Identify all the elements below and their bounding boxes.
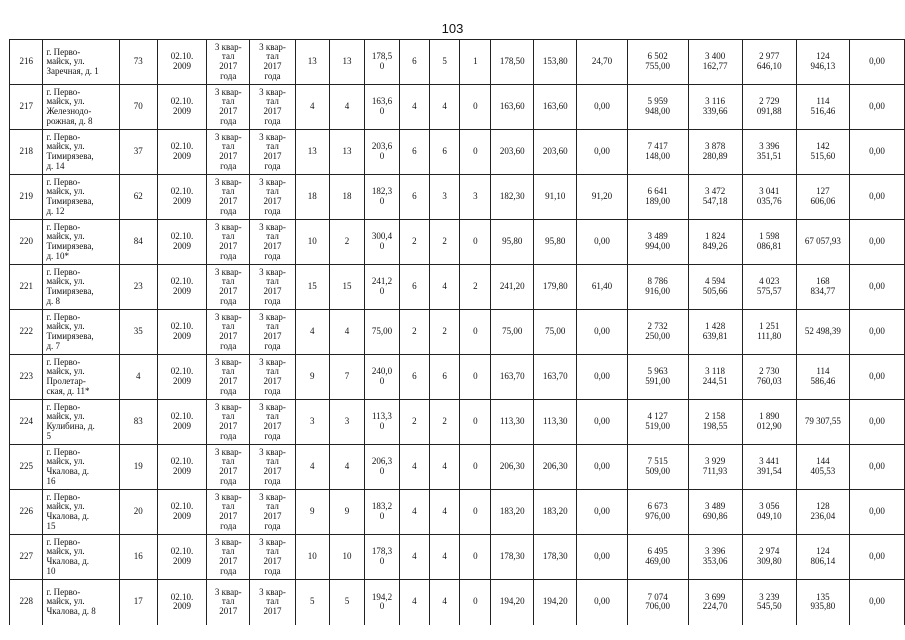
cell-date: 02.10. 2009 bbox=[157, 355, 206, 400]
cell-area: 178,5 0 bbox=[365, 40, 400, 85]
cell-amount: 142 515,60 bbox=[796, 130, 849, 175]
cell-amount: 0,00 bbox=[849, 355, 904, 400]
cell-value: 2 bbox=[399, 220, 429, 265]
cell-value: 15 bbox=[295, 265, 329, 310]
cell-amount: 0,00 bbox=[849, 40, 904, 85]
cell-value: 13 bbox=[329, 130, 364, 175]
cell-value: 4 bbox=[295, 445, 329, 490]
cell-date: 02.10. 2009 bbox=[157, 85, 206, 130]
cell-value: 4 bbox=[399, 85, 429, 130]
cell-address: г. Перво- майск, ул. Заречная, д. 1 bbox=[43, 40, 119, 85]
cell-amount: 6 495 469,00 bbox=[627, 535, 688, 580]
cell-amount: 0,00 bbox=[849, 400, 904, 445]
cell-area: 178,3 0 bbox=[365, 535, 400, 580]
cell-value: 178,30 bbox=[491, 535, 534, 580]
cell-date: 02.10. 2009 bbox=[157, 310, 206, 355]
cell-value: 20 bbox=[119, 490, 157, 535]
cell-date: 02.10. 2009 bbox=[157, 130, 206, 175]
cell-amount: 0,00 bbox=[849, 490, 904, 535]
cell-quarter: 3 квар- тал 2017 года bbox=[207, 130, 250, 175]
cell-value: 15 bbox=[329, 265, 364, 310]
cell-quarter: 3 квар- тал 2017 года bbox=[207, 175, 250, 220]
cell-quarter: 3 квар- тал 2017 года bbox=[250, 490, 295, 535]
cell-area: 113,3 0 bbox=[365, 400, 400, 445]
cell-area: 182,3 0 bbox=[365, 175, 400, 220]
cell-quarter: 3 квар- тал 2017 года bbox=[207, 400, 250, 445]
cell-value: 194,20 bbox=[491, 580, 534, 625]
cell-value: 9 bbox=[329, 490, 364, 535]
cell-quarter: 3 квар- тал 2017 года bbox=[250, 310, 295, 355]
cell-value: 95,80 bbox=[534, 220, 577, 265]
cell-value: 4 bbox=[430, 85, 460, 130]
cell-value: 163,70 bbox=[491, 355, 534, 400]
cell-value: 5 bbox=[295, 580, 329, 625]
cell-address: г. Перво- майск, ул. Кулибина, д. 5 bbox=[43, 400, 119, 445]
cell-value: 7 bbox=[329, 355, 364, 400]
cell-amount: 6 502 755,00 bbox=[627, 40, 688, 85]
cell-amount: 52 498,39 bbox=[796, 310, 849, 355]
cell-row-number: 227 bbox=[10, 535, 43, 580]
cell-value: 6 bbox=[399, 355, 429, 400]
cell-value: 75,00 bbox=[491, 310, 534, 355]
cell-quarter: 3 квар- тал 2017 года bbox=[250, 40, 295, 85]
cell-date: 02.10. 2009 bbox=[157, 445, 206, 490]
cell-value: 75,00 bbox=[534, 310, 577, 355]
cell-quarter: 3 квар- тал 2017 bbox=[207, 580, 250, 625]
table-body bbox=[10, 40, 905, 625]
cell-value: 13 bbox=[295, 130, 329, 175]
cell-value: 91,20 bbox=[577, 175, 627, 220]
cell-date: 02.10. 2009 bbox=[157, 220, 206, 265]
cell-amount: 2 732 250,00 bbox=[627, 310, 688, 355]
cell-value: 0 bbox=[460, 130, 491, 175]
cell-quarter: 3 квар- тал 2017 года bbox=[207, 220, 250, 265]
cell-value: 0,00 bbox=[577, 400, 627, 445]
cell-value: 6 bbox=[430, 355, 460, 400]
cell-amount: 128 236,04 bbox=[796, 490, 849, 535]
cell-value: 4 bbox=[430, 580, 460, 625]
cell-address: г. Перво- майск, ул. Тимирязева, д. 14 bbox=[43, 130, 119, 175]
cell-value: 3 bbox=[295, 400, 329, 445]
cell-value: 95,80 bbox=[491, 220, 534, 265]
cell-value: 1 bbox=[460, 40, 491, 85]
cell-amount: 8 786 916,00 bbox=[627, 265, 688, 310]
cell-value: 4 bbox=[430, 535, 460, 580]
cell-value: 4 bbox=[399, 490, 429, 535]
cell-quarter: 3 квар- тал 2017 года bbox=[207, 355, 250, 400]
cell-value: 3 bbox=[460, 175, 491, 220]
cell-value: 19 bbox=[119, 445, 157, 490]
cell-value: 203,60 bbox=[491, 130, 534, 175]
cell-amount: 2 730 760,03 bbox=[742, 355, 796, 400]
cell-value: 0,00 bbox=[577, 130, 627, 175]
cell-value: 4 bbox=[430, 445, 460, 490]
cell-address: г. Перво- майск, ул. Пролетар- ская, д. 11* bbox=[43, 355, 119, 400]
cell-amount: 3 441 391,54 bbox=[742, 445, 796, 490]
cell-address: г. Перво- майск, ул. Тимирязева, д. 12 bbox=[43, 175, 119, 220]
cell-amount: 3 041 035,76 bbox=[742, 175, 796, 220]
cell-address: г. Перво- майск, ул. Тимирязева, д. 7 bbox=[43, 310, 119, 355]
cell-value: 183,20 bbox=[534, 490, 577, 535]
cell-amount: 3 929 711,93 bbox=[688, 445, 742, 490]
cell-value: 0,00 bbox=[577, 535, 627, 580]
cell-value: 13 bbox=[295, 40, 329, 85]
cell-value: 2 bbox=[430, 310, 460, 355]
cell-row-number: 223 bbox=[10, 355, 43, 400]
cell-row-number: 218 bbox=[10, 130, 43, 175]
cell-row-number: 226 bbox=[10, 490, 43, 535]
cell-value: 73 bbox=[119, 40, 157, 85]
cell-amount: 168 834,77 bbox=[796, 265, 849, 310]
cell-value: 0,00 bbox=[577, 310, 627, 355]
cell-value: 4 bbox=[119, 355, 157, 400]
cell-date: 02.10. 2009 bbox=[157, 40, 206, 85]
cell-value: 0 bbox=[460, 490, 491, 535]
cell-amount: 7 417 148,00 bbox=[627, 130, 688, 175]
cell-value: 10 bbox=[295, 220, 329, 265]
cell-date: 02.10. 2009 bbox=[157, 265, 206, 310]
cell-amount: 3 472 547,18 bbox=[688, 175, 742, 220]
cell-value: 9 bbox=[295, 355, 329, 400]
cell-amount: 3 489 690,86 bbox=[688, 490, 742, 535]
cell-area: 75,00 bbox=[365, 310, 400, 355]
table-row bbox=[10, 445, 905, 490]
cell-value: 0 bbox=[460, 355, 491, 400]
cell-date: 02.10. 2009 bbox=[157, 535, 206, 580]
cell-value: 83 bbox=[119, 400, 157, 445]
cell-value: 4 bbox=[399, 445, 429, 490]
cell-quarter: 3 квар- тал 2017 года bbox=[207, 535, 250, 580]
cell-amount: 1 251 111,80 bbox=[742, 310, 796, 355]
cell-amount: 79 307,55 bbox=[796, 400, 849, 445]
cell-value: 5 bbox=[329, 580, 364, 625]
cell-value: 70 bbox=[119, 85, 157, 130]
cell-amount: 0,00 bbox=[849, 85, 904, 130]
cell-quarter: 3 квар- тал 2017 года bbox=[250, 220, 295, 265]
table-row bbox=[10, 400, 905, 445]
cell-amount: 3 400 162,77 bbox=[688, 40, 742, 85]
cell-value: 10 bbox=[295, 535, 329, 580]
cell-value: 4 bbox=[329, 445, 364, 490]
cell-amount: 3 396 351,51 bbox=[742, 130, 796, 175]
cell-address: г. Перво- майск, ул. Чкалова, д. 8 bbox=[43, 580, 119, 625]
cell-amount: 5 959 948,00 bbox=[627, 85, 688, 130]
cell-amount: 3 489 994,00 bbox=[627, 220, 688, 265]
cell-value: 4 bbox=[399, 535, 429, 580]
cell-quarter: 3 квар- тал 2017 года bbox=[207, 310, 250, 355]
cell-value: 0,00 bbox=[577, 580, 627, 625]
cell-value: 6 bbox=[399, 130, 429, 175]
cell-amount: 1 428 639,81 bbox=[688, 310, 742, 355]
cell-value: 178,50 bbox=[491, 40, 534, 85]
cell-amount: 3 116 339,66 bbox=[688, 85, 742, 130]
cell-amount: 2 974 309,80 bbox=[742, 535, 796, 580]
cell-amount: 7 074 706,00 bbox=[627, 580, 688, 625]
cell-value: 0 bbox=[460, 535, 491, 580]
cell-row-number: 217 bbox=[10, 85, 43, 130]
cell-value: 2 bbox=[329, 220, 364, 265]
cell-value: 113,30 bbox=[491, 400, 534, 445]
cell-row-number: 225 bbox=[10, 445, 43, 490]
cell-amount: 2 158 198,55 bbox=[688, 400, 742, 445]
cell-value: 0,00 bbox=[577, 445, 627, 490]
cell-date: 02.10. 2009 bbox=[157, 490, 206, 535]
cell-quarter: 3 квар- тал 2017 года bbox=[250, 445, 295, 490]
cell-address: г. Перво- майск, ул. Железнодо- рожная, д. 8 bbox=[43, 85, 119, 130]
cell-quarter: 3 квар- тал 2017 года bbox=[207, 445, 250, 490]
cell-amount: 2 977 646,10 bbox=[742, 40, 796, 85]
cell-value: 206,30 bbox=[534, 445, 577, 490]
cell-value: 0 bbox=[460, 310, 491, 355]
cell-value: 113,30 bbox=[534, 400, 577, 445]
cell-area: 300,4 0 bbox=[365, 220, 400, 265]
cell-quarter: 3 квар- тал 2017 года bbox=[250, 535, 295, 580]
cell-value: 4 bbox=[295, 310, 329, 355]
cell-address: г. Перво- майск, ул. Чкалова, д. 16 bbox=[43, 445, 119, 490]
cell-quarter: 3 квар- тал 2017 года bbox=[250, 175, 295, 220]
cell-amount: 0,00 bbox=[849, 445, 904, 490]
cell-amount: 124 946,13 bbox=[796, 40, 849, 85]
cell-row-number: 224 bbox=[10, 400, 43, 445]
cell-value: 4 bbox=[399, 580, 429, 625]
cell-value: 0 bbox=[460, 580, 491, 625]
cell-amount: 6 641 189,00 bbox=[627, 175, 688, 220]
cell-row-number: 228 bbox=[10, 580, 43, 625]
cell-value: 153,80 bbox=[534, 40, 577, 85]
cell-value: 6 bbox=[399, 40, 429, 85]
cell-quarter: 3 квар- тал 2017 года bbox=[250, 85, 295, 130]
cell-value: 183,20 bbox=[491, 490, 534, 535]
cell-value: 6 bbox=[399, 265, 429, 310]
cell-amount: 3 699 224,70 bbox=[688, 580, 742, 625]
cell-value: 0 bbox=[460, 445, 491, 490]
cell-value: 4 bbox=[430, 265, 460, 310]
cell-value: 0,00 bbox=[577, 85, 627, 130]
cell-quarter: 3 квар- тал 2017 года bbox=[250, 400, 295, 445]
cell-date: 02.10. 2009 bbox=[157, 580, 206, 625]
cell-amount: 3 118 244,51 bbox=[688, 355, 742, 400]
cell-value: 10 bbox=[329, 535, 364, 580]
cell-value: 3 bbox=[430, 175, 460, 220]
cell-amount: 1 598 086,81 bbox=[742, 220, 796, 265]
cell-area: 241,2 0 bbox=[365, 265, 400, 310]
table-row bbox=[10, 310, 905, 355]
cell-value: 206,30 bbox=[491, 445, 534, 490]
cell-quarter: 3 квар- тал 2017 года bbox=[207, 40, 250, 85]
cell-quarter: 3 квар- тал 2017 года bbox=[250, 265, 295, 310]
cell-value: 0 bbox=[460, 400, 491, 445]
cell-value: 6 bbox=[399, 175, 429, 220]
table-row bbox=[10, 535, 905, 580]
cell-value: 9 bbox=[295, 490, 329, 535]
cell-amount: 3 878 280,89 bbox=[688, 130, 742, 175]
cell-value: 163,60 bbox=[491, 85, 534, 130]
cell-amount: 114 516,46 bbox=[796, 85, 849, 130]
cell-amount: 0,00 bbox=[849, 220, 904, 265]
cell-value: 241,20 bbox=[491, 265, 534, 310]
cell-value: 2 bbox=[430, 400, 460, 445]
cell-value: 0,00 bbox=[577, 220, 627, 265]
cell-row-number: 220 bbox=[10, 220, 43, 265]
cell-quarter: 3 квар- тал 2017 года bbox=[207, 490, 250, 535]
cell-value: 2 bbox=[460, 265, 491, 310]
housing-table bbox=[9, 39, 905, 625]
cell-value: 0 bbox=[460, 85, 491, 130]
cell-value: 3 bbox=[329, 400, 364, 445]
cell-amount: 2 729 091,88 bbox=[742, 85, 796, 130]
cell-address: г. Перво- майск, ул. Тимирязева, д. 10* bbox=[43, 220, 119, 265]
cell-amount: 0,00 bbox=[849, 265, 904, 310]
cell-amount: 6 673 976,00 bbox=[627, 490, 688, 535]
cell-value: 4 bbox=[295, 85, 329, 130]
cell-amount: 0,00 bbox=[849, 310, 904, 355]
cell-area: 163,6 0 bbox=[365, 85, 400, 130]
cell-amount: 0,00 bbox=[849, 130, 904, 175]
cell-quarter: 3 квар- тал 2017 bbox=[250, 580, 295, 625]
cell-address: г. Перво- майск, ул. Чкалова, д. 10 bbox=[43, 535, 119, 580]
cell-amount: 0,00 bbox=[849, 175, 904, 220]
cell-value: 194,20 bbox=[534, 580, 577, 625]
table-row bbox=[10, 85, 905, 130]
cell-address: г. Перво- майск, ул. Тимирязева, д. 8 bbox=[43, 265, 119, 310]
table-row bbox=[10, 580, 905, 625]
cell-value: 179,80 bbox=[534, 265, 577, 310]
cell-row-number: 219 bbox=[10, 175, 43, 220]
cell-amount: 124 806,14 bbox=[796, 535, 849, 580]
cell-amount: 5 963 591,00 bbox=[627, 355, 688, 400]
cell-value: 0 bbox=[460, 220, 491, 265]
cell-value: 84 bbox=[119, 220, 157, 265]
cell-area: 194,2 0 bbox=[365, 580, 400, 625]
cell-value: 35 bbox=[119, 310, 157, 355]
cell-value: 5 bbox=[430, 40, 460, 85]
cell-row-number: 216 bbox=[10, 40, 43, 85]
cell-value: 24,70 bbox=[577, 40, 627, 85]
cell-value: 13 bbox=[329, 40, 364, 85]
table-row bbox=[10, 220, 905, 265]
cell-quarter: 3 квар- тал 2017 года bbox=[207, 85, 250, 130]
table-row bbox=[10, 40, 905, 85]
table-row bbox=[10, 490, 905, 535]
cell-value: 23 bbox=[119, 265, 157, 310]
cell-value: 62 bbox=[119, 175, 157, 220]
table-row bbox=[10, 130, 905, 175]
cell-value: 2 bbox=[399, 310, 429, 355]
cell-amount: 4 594 505,66 bbox=[688, 265, 742, 310]
cell-amount: 3 396 353,06 bbox=[688, 535, 742, 580]
cell-date: 02.10. 2009 bbox=[157, 400, 206, 445]
cell-amount: 4 127 519,00 bbox=[627, 400, 688, 445]
cell-amount: 7 515 509,00 bbox=[627, 445, 688, 490]
cell-value: 37 bbox=[119, 130, 157, 175]
cell-quarter: 3 квар- тал 2017 года bbox=[250, 130, 295, 175]
cell-amount: 135 935,80 bbox=[796, 580, 849, 625]
table-row bbox=[10, 175, 905, 220]
cell-amount: 0,00 bbox=[849, 535, 904, 580]
table-row bbox=[10, 265, 905, 310]
cell-amount: 127 606,06 bbox=[796, 175, 849, 220]
cell-value: 16 bbox=[119, 535, 157, 580]
cell-amount: 3 056 049,10 bbox=[742, 490, 796, 535]
cell-value: 91,10 bbox=[534, 175, 577, 220]
cell-amount: 1 890 012,90 bbox=[742, 400, 796, 445]
cell-area: 203,6 0 bbox=[365, 130, 400, 175]
cell-address: г. Перво- майск, ул. Чкалова, д. 15 bbox=[43, 490, 119, 535]
cell-amount: 67 057,93 bbox=[796, 220, 849, 265]
cell-value: 18 bbox=[295, 175, 329, 220]
cell-value: 203,60 bbox=[534, 130, 577, 175]
cell-value: 178,30 bbox=[534, 535, 577, 580]
cell-quarter: 3 квар- тал 2017 года bbox=[207, 265, 250, 310]
cell-quarter: 3 квар- тал 2017 года bbox=[250, 355, 295, 400]
cell-value: 4 bbox=[430, 490, 460, 535]
cell-value: 6 bbox=[430, 130, 460, 175]
cell-value: 163,70 bbox=[534, 355, 577, 400]
cell-amount: 144 405,53 bbox=[796, 445, 849, 490]
cell-value: 2 bbox=[430, 220, 460, 265]
cell-value: 0,00 bbox=[577, 490, 627, 535]
cell-amount: 114 586,46 bbox=[796, 355, 849, 400]
cell-amount: 3 239 545,50 bbox=[742, 580, 796, 625]
cell-amount: 1 824 849,26 bbox=[688, 220, 742, 265]
cell-value: 2 bbox=[399, 400, 429, 445]
cell-amount: 0,00 bbox=[849, 580, 904, 625]
cell-row-number: 221 bbox=[10, 265, 43, 310]
cell-value: 182,30 bbox=[491, 175, 534, 220]
page-number: 103 bbox=[441, 21, 464, 36]
cell-value: 61,40 bbox=[577, 265, 627, 310]
cell-area: 206,3 0 bbox=[365, 445, 400, 490]
cell-value: 163,60 bbox=[534, 85, 577, 130]
cell-value: 4 bbox=[329, 85, 364, 130]
cell-date: 02.10. 2009 bbox=[157, 175, 206, 220]
cell-row-number: 222 bbox=[10, 310, 43, 355]
cell-area: 240,0 0 bbox=[365, 355, 400, 400]
cell-value: 4 bbox=[329, 310, 364, 355]
cell-value: 17 bbox=[119, 580, 157, 625]
cell-area: 183,2 0 bbox=[365, 490, 400, 535]
cell-value: 0,00 bbox=[577, 355, 627, 400]
cell-amount: 4 023 575,57 bbox=[742, 265, 796, 310]
cell-value: 18 bbox=[329, 175, 364, 220]
table-row bbox=[10, 355, 905, 400]
